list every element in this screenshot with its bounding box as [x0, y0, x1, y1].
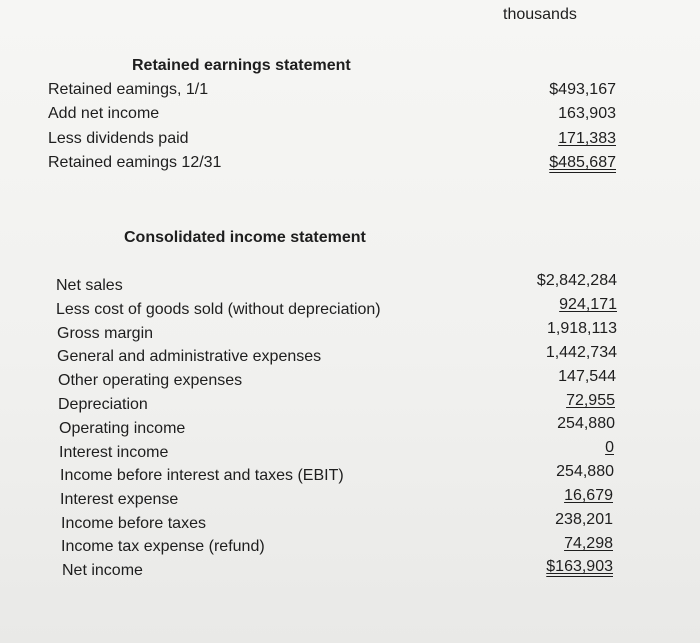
is-label-gross-margin: Gross margin [57, 325, 154, 342]
is-label-interest-income: Interest income [59, 444, 169, 461]
is-value-net-income: $163,903 [546, 558, 613, 575]
is-value-gross-margin: 1,918,113 [547, 320, 617, 337]
is-label-ebit: Income before interest and taxes (EBIT) [60, 467, 344, 484]
is-label-other-operating: Other operating expenses [58, 372, 243, 389]
re-value-dividends: 171,383 [558, 130, 616, 147]
is-value-cogs: 924,171 [559, 296, 617, 313]
is-label-cogs: Less cost of goods sold (without depreciation) [56, 301, 381, 318]
re-label-ending: Retained eamings 12/31 [48, 154, 222, 171]
income-statement-title: Consolidated income statement [124, 229, 366, 246]
is-label-depreciation: Depreciation [58, 396, 148, 413]
is-value-operating-income: 254,880 [557, 415, 615, 432]
is-label-interest-expense: Interest expense [60, 491, 179, 508]
re-value-beginning: $493,167 [549, 81, 616, 98]
is-label-ga-expenses: General and administrative expenses [57, 348, 322, 365]
is-label-operating-income: Operating income [59, 420, 186, 437]
is-value-interest-expense: 16,679 [564, 487, 613, 504]
is-value-ga-expenses: 1,442,734 [545, 344, 617, 361]
is-value-interest-income: 0 [605, 439, 614, 456]
is-value-net-sales: $2,842,284 [536, 272, 617, 289]
re-label-dividends: Less dividends paid [48, 130, 189, 147]
is-label-net-sales: Net sales [56, 277, 123, 294]
re-value-ending: $485,687 [549, 154, 616, 171]
is-label-income-before-taxes: Income before taxes [61, 515, 206, 532]
is-value-income-tax: 74,298 [564, 535, 613, 552]
units-label: thousands [503, 6, 577, 23]
is-value-ebit: 254,880 [556, 463, 614, 480]
retained-earnings-title: Retained earnings statement [132, 57, 351, 74]
is-value-depreciation: 72,955 [566, 392, 615, 409]
is-value-income-before-taxes: 238,201 [555, 511, 613, 528]
re-label-beginning: Retained eamings, 1/1 [48, 81, 209, 98]
is-label-net-income: Net income [62, 562, 143, 579]
is-value-other-operating: 147,544 [558, 368, 616, 385]
re-value-net-income: 163,903 [558, 105, 616, 122]
re-label-net-income: Add net income [48, 105, 160, 122]
is-label-income-tax: Income tax expense (refund) [61, 538, 265, 555]
